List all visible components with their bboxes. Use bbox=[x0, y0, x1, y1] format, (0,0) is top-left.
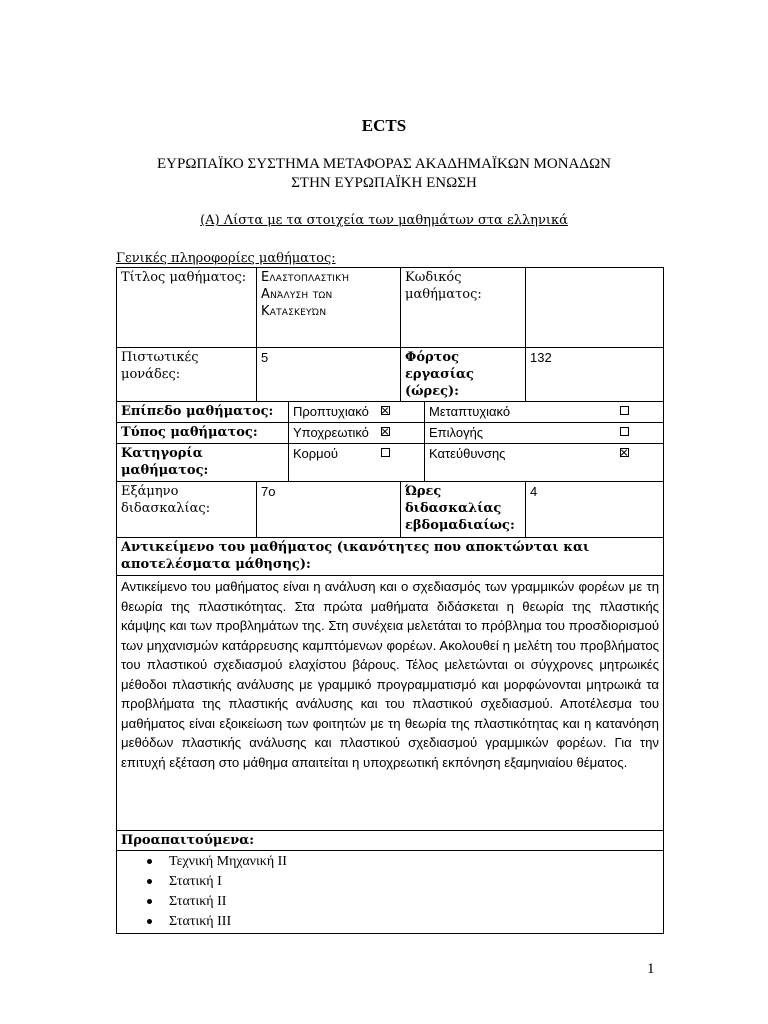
prereq-list bbox=[121, 852, 659, 932]
type-elective-option[interactable] bbox=[425, 423, 664, 444]
type-compulsory-option[interactable] bbox=[289, 423, 425, 444]
course-title-label: Τίτλος μαθήματος: bbox=[117, 268, 257, 348]
level-undergraduate-option[interactable] bbox=[289, 402, 425, 423]
list-item: Τεχνική Μηχανική ΙΙ bbox=[147, 852, 659, 872]
list-item: Στατική Ι bbox=[147, 872, 659, 892]
checked-box-icon[interactable] bbox=[381, 427, 390, 436]
general-info-heading: Γενικές πληροφορίες μαθήματος: bbox=[116, 251, 336, 266]
semester-label: Εξάμηνο διδασκαλίας: bbox=[117, 482, 257, 538]
workload-label: Φόρτος εργασίας (ώρες): bbox=[401, 348, 526, 402]
list-heading: (Α) Λίστα με τα στοιχεία των μαθημάτων στα ελληνικά bbox=[200, 213, 568, 228]
credits-label: Πιστωτικές μονάδες: bbox=[117, 348, 257, 402]
objective-text: Αντικείμενο του μαθήματος είναι η ανάλυση και ο σχεδιασμός των γραμμικών φορέων με τη θεωρία της πλαστικότητας. Στα πρώτα μαθήματα διδάσκεται η θεωρία της πλαστικής κάμψης και των προβλημάτων της. Στη συνέχεια μελετάται το πρόβλημα του προσδιορισμού των μηχανισμών κατάρρευσης καμπτόμενων φορέων. Ακολουθεί η μελέτη του προβλήματος του πλαστικού σχεδιασμού ελαχίστου βάρους. Τέλος μελετώνται οι σύγχρονες μητρωικές μέθοδοι πλαστικής ανάλυσης με γραμμικό προγραμματισμό και μορφώνονται μητρωικά τα προβλήματα της πλαστικής ανάλυσης και του πλαστικού σχεδιασμού. Αποτέλεσμα του μαθήματος είναι εξοικείωση των φοιτητών με τη θεωρία της πλαστικότητας και η κατανόηση μεθόδων πλαστικής ανάλυσης και πλαστικού σχεδιασμού γραμμικών φορέων. Για την επιτυχή εξέταση στο μάθημα απαιτείται η υποχρεωτική εκπόνηση εξαμηνιαίου θέματος. bbox=[117, 576, 664, 831]
checked-box-icon[interactable] bbox=[381, 406, 390, 415]
page-title: ECTS bbox=[361, 116, 407, 135]
credits-value: 5 bbox=[257, 348, 401, 402]
list-item: Στατική ΙΙ bbox=[147, 892, 659, 912]
subtitle-line-2: ΣΤΗΝ ΕΥΡΩΠΑΪΚΗ ΕΝΩΣΗ bbox=[291, 175, 477, 191]
subtitle-line-1: ΕΥΡΩΠΑΪΚΟ ΣΥΣΤΗΜΑ ΜΕΤΑΦΟΡΑΣ ΑΚΑΔΗΜΑΪΚΩΝ ΜΟΝΑΔΩΝ bbox=[156, 156, 611, 172]
category-label: Κατηγορία μαθήματος: bbox=[117, 444, 289, 482]
type-label: Τύπος μαθήματος: bbox=[117, 423, 289, 444]
checked-box-icon[interactable] bbox=[620, 448, 629, 457]
level-postgraduate-option[interactable] bbox=[425, 402, 664, 423]
course-code-label: Κωδικός μαθήματος: bbox=[401, 268, 526, 348]
prereq-label: Προαπαιτούμενα: bbox=[117, 831, 664, 851]
empty-box-icon[interactable] bbox=[620, 427, 629, 436]
type-compulsory-label: Υποχρεωτικό bbox=[293, 425, 369, 440]
semester-value: 7ο bbox=[257, 482, 401, 538]
type-elective-label: Επιλογής bbox=[429, 425, 484, 440]
weekly-hours-value: 4 bbox=[526, 482, 664, 538]
page-number: 1 bbox=[647, 961, 655, 977]
course-title-value: Ελαστοπλαστική Ανάλυση των Κατασκευών bbox=[257, 268, 401, 348]
objective-label: Αντικείμενο του μαθήματος (ικανότητες που αποκτώνται και αποτελέσματα μάθησης): bbox=[117, 538, 664, 576]
course-info-table bbox=[116, 267, 664, 934]
empty-box-icon[interactable] bbox=[620, 406, 629, 415]
page-subtitle bbox=[0, 155, 768, 193]
level-postgraduate-label: Μεταπτυχιακό bbox=[429, 404, 511, 419]
category-core-option[interactable] bbox=[289, 444, 425, 482]
category-specialization-label: Κατεύθυνσης bbox=[429, 446, 506, 461]
list-item: Στατική ΙΙΙ bbox=[147, 912, 659, 932]
category-specialization-option[interactable] bbox=[425, 444, 664, 482]
level-undergraduate-label: Προπτυχιακό bbox=[293, 404, 369, 419]
empty-box-icon[interactable] bbox=[381, 448, 390, 457]
category-core-label: Κορμού bbox=[293, 446, 338, 461]
course-code-value bbox=[526, 268, 664, 348]
weekly-hours-label: Ώρες διδασκαλίας εβδομαδιαίως: bbox=[401, 482, 526, 538]
prereq-cell bbox=[117, 851, 664, 934]
level-label: Επίπεδο μαθήματος: bbox=[117, 402, 289, 423]
workload-value: 132 bbox=[526, 348, 664, 402]
